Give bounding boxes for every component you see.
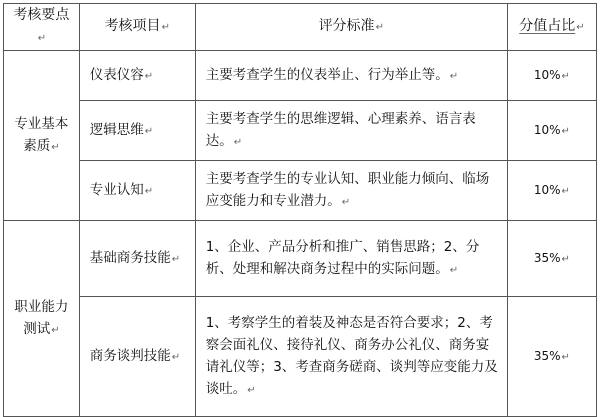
item-cell: 专业认知↵ [79,161,195,221]
table-row [4,161,597,221]
table-row [4,51,597,101]
item-cell: 逻辑思维↵ [79,101,195,161]
criteria-cell: 1、企业、产品分析和推广、销售思路；2、分析、处理和解决商务过程中的实际问题。↵ [195,221,507,297]
item-cell: 仪表仪容↵ [79,51,195,101]
header-score: 分值占比↵ [507,4,596,51]
score-cell: 10%↵ [507,51,596,101]
header-criteria: 评分标准↵ [195,4,507,51]
header-category: 考核要点↵ [4,4,80,51]
criteria-cell: 主要考查学生的专业认知、职业能力倾向、临场应变能力和专业潜力。↵ [195,161,507,221]
criteria-cell: 1、考察学生的着装及神态是否符合要求；2、考察会面礼仪、接待礼仪、商务办公礼仪、商务宴请礼仪等；3、考查商务磋商、谈判等应变能力及谈吐。↵ [195,297,507,417]
criteria-cell: 主要考查学生的思维逻辑、心理素养、语言表达。↵ [195,101,507,161]
score-cell: 35%↵ [507,297,596,417]
table-row [4,221,597,297]
header-row [4,4,597,51]
item-cell: 基础商务技能↵ [79,221,195,297]
criteria-cell: 主要考查学生的仪表举止、行为举止等。↵ [195,51,507,101]
table-row [4,101,597,161]
table-row [4,297,597,417]
score-cell: 10%↵ [507,161,596,221]
category-cell: 职业能力测试↵ [4,221,80,417]
assessment-table [3,3,597,417]
header-item: 考核项目↵ [79,4,195,51]
score-cell: 10%↵ [507,101,596,161]
score-cell: 35%↵ [507,221,596,297]
category-cell: 专业基本素质↵ [4,51,80,221]
item-cell: 商务谈判技能↵ [79,297,195,417]
